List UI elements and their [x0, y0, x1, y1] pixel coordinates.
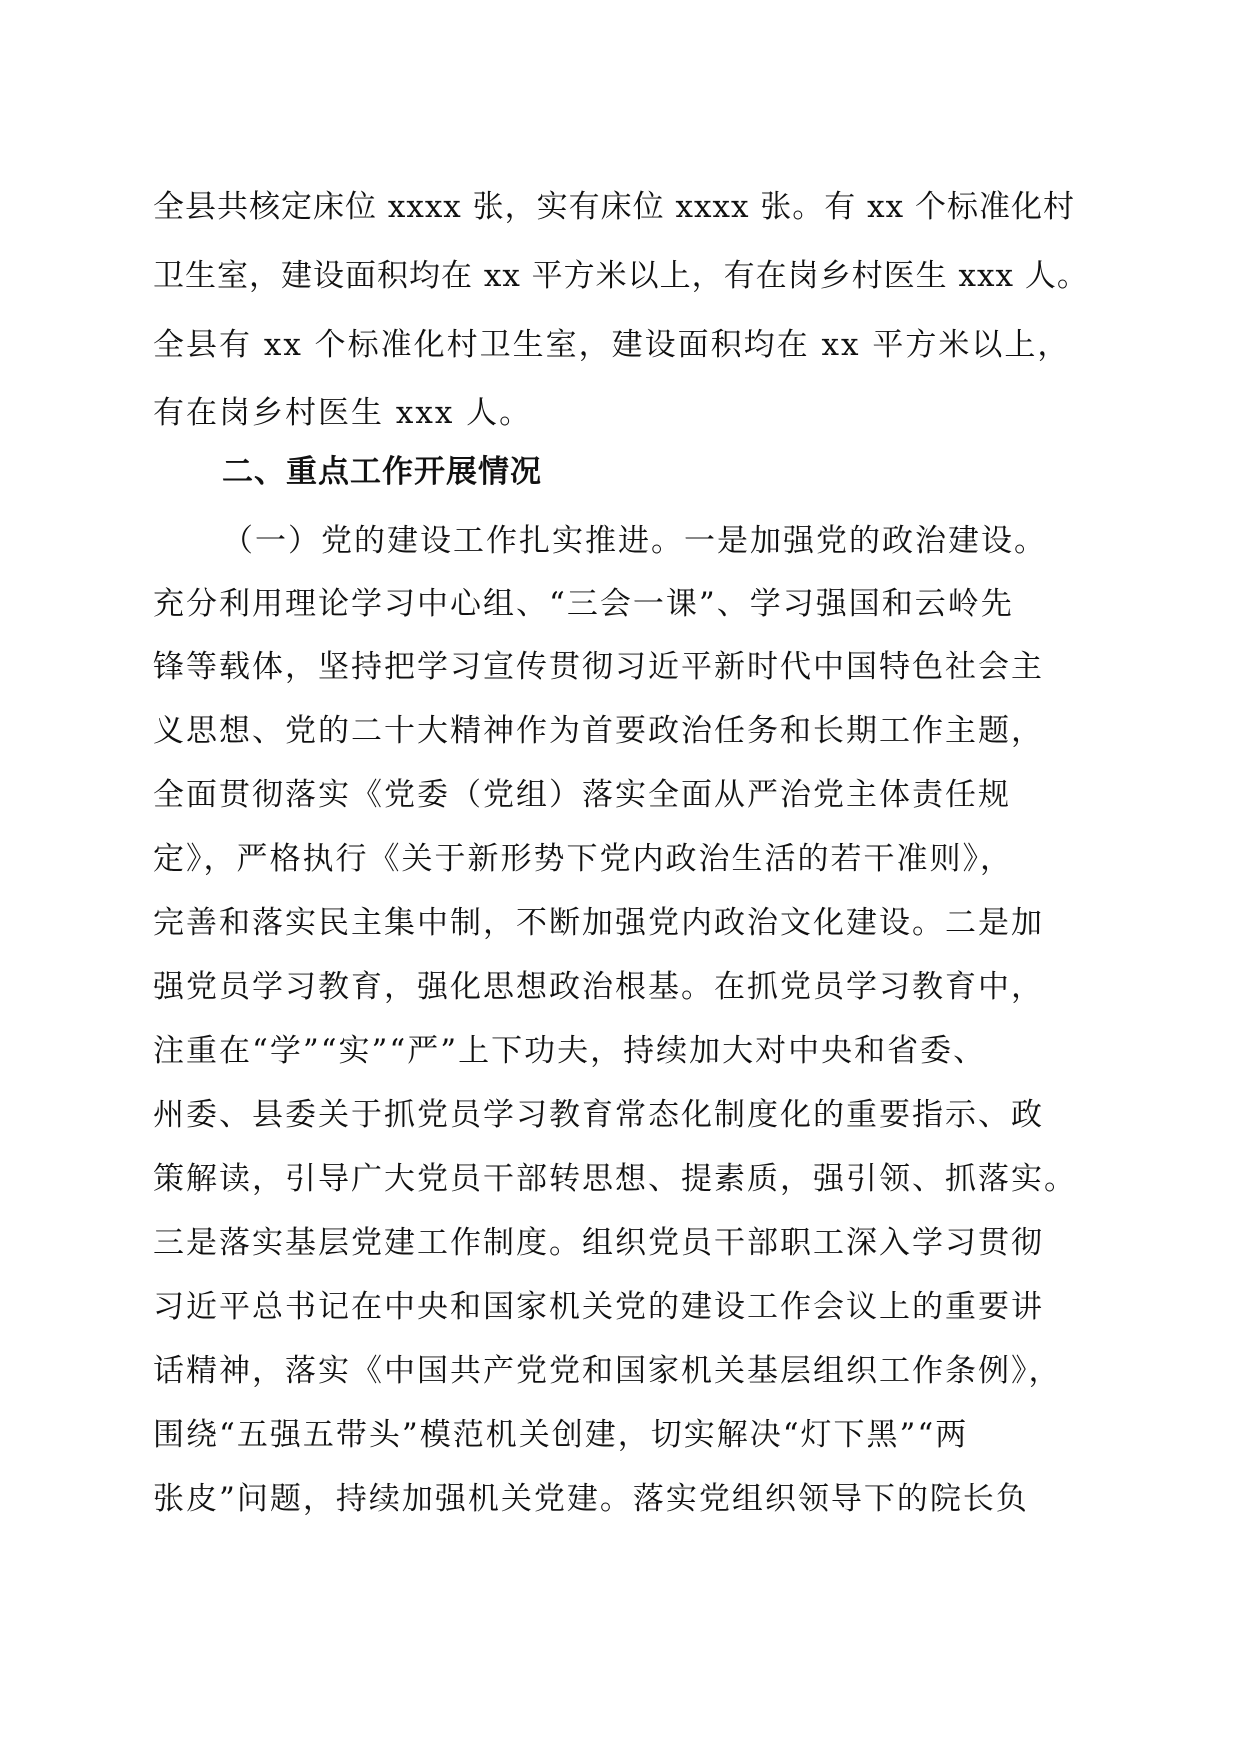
- body-line: 充分利用理论学习中心组、“三会一课”、学习强国和云岭先: [153, 586, 1014, 622]
- body-line: 完善和落实民主集中制，不断加强党内政治文化建设。二是加: [153, 905, 1044, 941]
- intro-line: 全县共核定床位 xxxx 张，实有床位 xxxx 张。有 xx 个标准化村: [153, 189, 1075, 225]
- body-line: 三是落实基层党建工作制度。组织党员干部职工深入学习贯彻: [153, 1225, 1044, 1261]
- body-line: 策解读，引导广大党员干部转思想、提素质，强引领、抓落实。: [153, 1161, 1077, 1197]
- intro-line: 全县有 xx 个标准化村卫生室，建设面积均在 xx 平方米以上，: [153, 327, 1071, 363]
- body-line: 锋等载体，坚持把学习宣传贯彻习近平新时代中国特色社会主: [153, 649, 1044, 685]
- body-line: 注重在“学”“实”“严”上下功夫，持续加大对中央和省委、: [153, 1033, 987, 1069]
- body-line: （一）党的建设工作扎实推进。一是加强党的政治建设。: [222, 523, 1047, 559]
- body-line: 习近平总书记在中央和国家机关党的建设工作会议上的重要讲: [153, 1289, 1044, 1325]
- body-line: 围绕“五强五带头”模范机关创建，切实解决“灯下黑”“两: [153, 1417, 969, 1453]
- body-line: 强党员学习教育，强化思想政治根基。在抓党员学习教育中，: [153, 969, 1044, 1005]
- intro-line: 有在岗乡村医生 xxx 人。: [153, 395, 533, 431]
- section-heading: 二、重点工作开展情况: [222, 454, 542, 490]
- body-line: 州委、县委关于抓党员学习教育常态化制度化的重要指示、政: [153, 1097, 1044, 1133]
- intro-line: 卫生室，建设面积均在 xx 平方米以上，有在岗乡村医生 xxx 人。: [153, 258, 1089, 294]
- body-line: 定》，严格执行《关于新形势下党内政治生活的若干准则》，: [153, 841, 1013, 877]
- body-line: 话精神，落实《中国共产党党和国家机关基层组织工作条例》，: [153, 1353, 1062, 1389]
- body-line: 义思想、党的二十大精神作为首要政治任务和长期工作主题，: [153, 713, 1044, 749]
- body-line: 张皮”问题，持续加强机关党建。落实党组织领导下的院长负: [153, 1481, 1029, 1517]
- body-line: 全面贯彻落实《党委（党组）落实全面从严治党主体责任规: [153, 777, 1011, 813]
